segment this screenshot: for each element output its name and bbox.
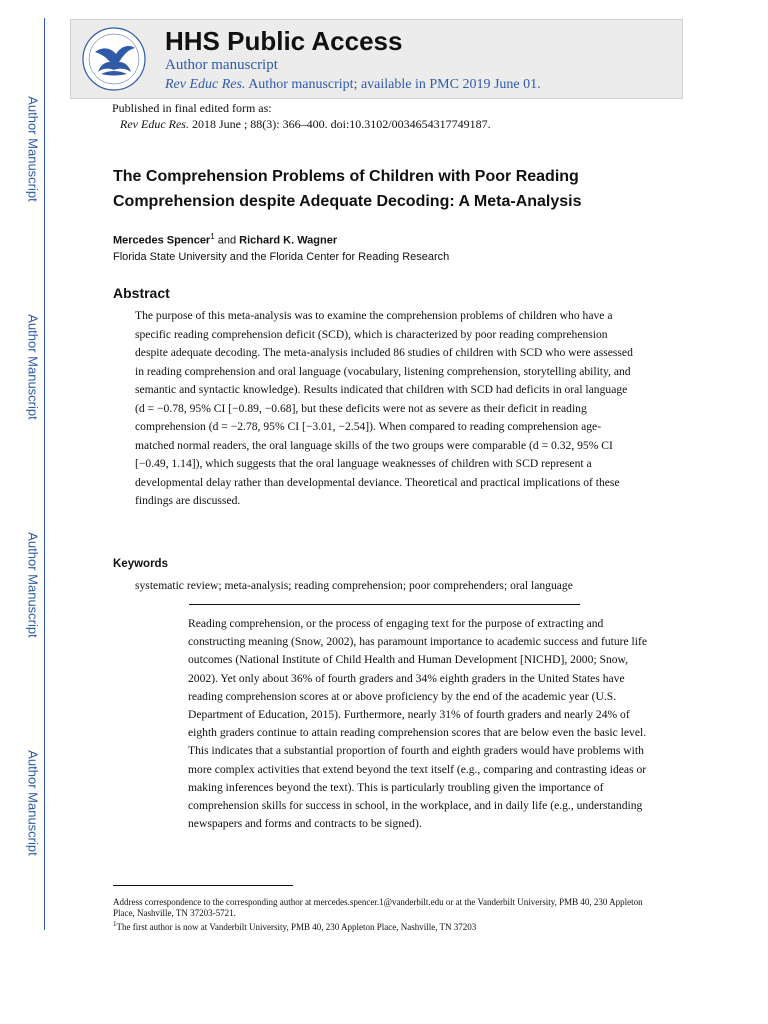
hhs-eagle-seal-icon (81, 26, 147, 92)
abstract-heading: Abstract (113, 285, 170, 301)
margin-rule (44, 18, 45, 930)
correspondence-footnote: Address correspondence to the corresponding author at mercedes.spencer.1@vanderbilt.edu or at the Vanderbilt University, PMB 40, 230 Appleton Place, Nashville, TN 37203-5721. (113, 897, 643, 918)
side-label-author-manuscript: Author Manuscript (25, 532, 41, 638)
body-paragraph: Reading comprehension, or the process of engaging text for the purpose of extracting and constructing meaning (Snow, 2002), has paramount importance to academic success and future life outcomes (National Institute of Child Health and Human Development [NICHD], 2000; Snow, 2002). Yet only about 36% of fourth graders and 34% eighth graders in the United States have reading comprehension scores at or above proficiency by the end of the academic year (U.S. Department of Education, 2015). Furthermore, nearly 31% of fourth graders and nearly 24% of eighth graders continue to attain reading comprehension scores that are below even the basic level. This indicates that a substantial proportion of fourth and eighth graders would have problems with more complex activities that extend beyond the text itself (e.g., comparing and contrasting ideas or making inferences beyond the text). This is particularly troubling given the importance of comprehension skills for success in school, in the workplace, and in daily life (e.g., understanding newspapers and forms and contracts to be signed). (188, 617, 647, 831)
hhs-public-access-title: HHS Public Access (165, 26, 403, 56)
side-label-author-manuscript: Author Manuscript (25, 96, 41, 202)
abstract-text: The purpose of this meta-analysis was to examine the comprehension problems of children who have a specific reading comprehension deficit (SCD), which is characterized by poor reading comprehension despite adequate decoding. The meta-analysis included 86 studies of children with SCD who were assessed in reading comprehension and oral language (vocabulary, listening comprehension, storytelling ability, and semantic and syntactic knowledge). Results indicated that children with SCD had deficits in oral language (d = −0.78, 95% CI [−0.89, −0.68], but these deficits were not as severe as their deficit in reading comprehension (d = −2.78, 95% CI [−3.01, −2.54]). When compared to reading comprehension age-matched normal readers, the oral language skills of the two groups were comparable (d = 0.32, 95% CI [−0.49, 1.14]), which suggests that the oral language weaknesses of children with SCD represent a developmental delay rather than developmental deviance. Theoretical and practical implications of these findings are discussed. (135, 309, 633, 507)
author-manuscript-label: Author manuscript (165, 57, 278, 73)
side-label-author-manuscript: Author Manuscript (25, 750, 41, 856)
side-label-author-manuscript: Author Manuscript (25, 314, 41, 420)
author-footnote: $^1$The first author is now at Vanderbilt University, PMB 40, 230 Appleton Place, Nashville, TN 37203 (113, 920, 477, 932)
author-list: Mercedes Spencer$^1$ and Richard K. Wagner (113, 232, 338, 247)
hhs-header (70, 19, 683, 99)
footnote-divider (113, 885, 293, 886)
article-title: The Comprehension Problems of Children with Poor Reading Comprehension despite Adequate Decoding: A Meta-Analysis (113, 168, 582, 210)
published-in-label: Published in final edited form as: (112, 101, 272, 115)
citation-line[interactable]: Rev Educ Res. 2018 June ; 88(3): 366–400. doi:10.3102/0034654317749187. (120, 117, 491, 131)
journal-availability: Rev Educ Res. Author manuscript; available in PMC 2019 June 01. (165, 77, 541, 92)
keywords-text: systematic review; meta-analysis; reading comprehension; poor comprehenders; oral language (135, 579, 573, 592)
section-divider (189, 604, 580, 605)
affiliation: Florida State University and the Florida Center for Reading Research (113, 251, 450, 263)
keywords-heading: Keywords (113, 558, 168, 570)
